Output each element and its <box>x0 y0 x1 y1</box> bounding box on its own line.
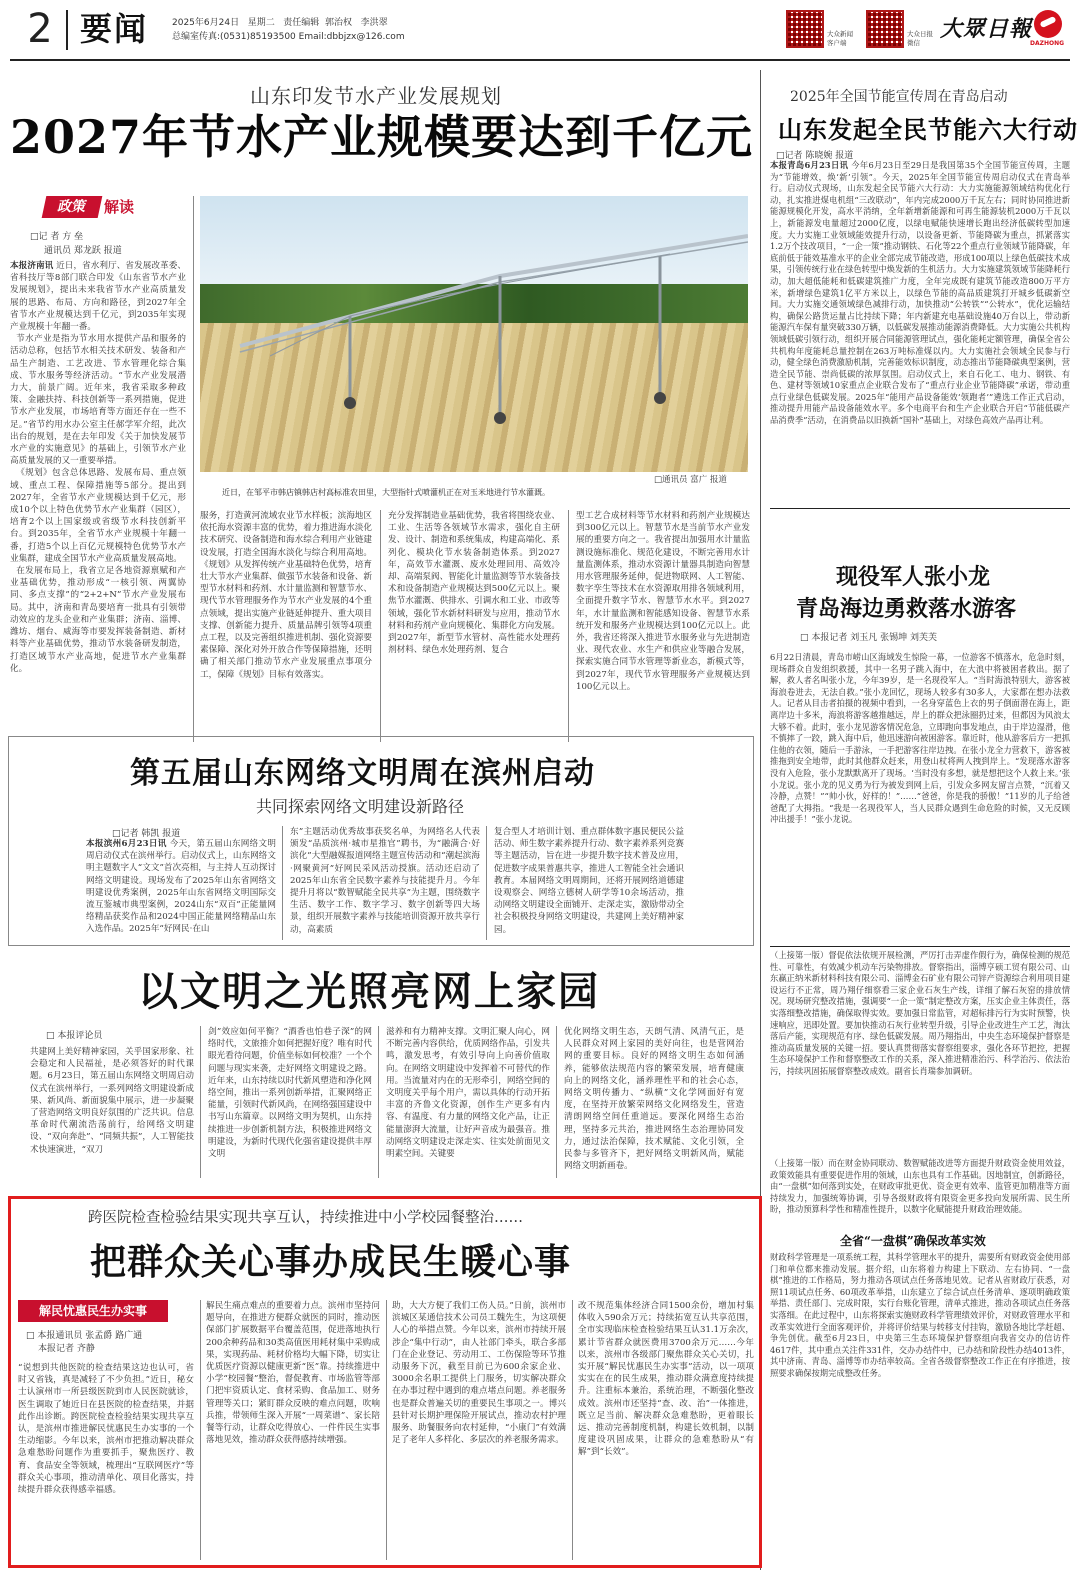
reform-body: 财政科学管理是一项系统工程，其科学管理水平的提升，需要所有财政资金使用部门和单位都来推动发展。据介绍，山东将着力构建上下联动、左右协同、“一盘棋”推进的工作格局，努力推动各项试点任务落地见效。记者从省财政厅获悉，对照11项试点任务、60项改革举措，山东建立了综合试点任务清单、逐项明确政策举措、责任部门、完成时限，实行台账化管理，清单式推进，推动各项试点任务落实落细。在此过程中，山东将探索实施财政科学管理绩效评价，对财政管理水平和改革实效进行全面客观评价，并将评价结果与转移支付挂钩，激励各地比学赶超、争先创优。截至6月23日，中央第三生态环境保护督察组向我省交办的信访件4617件，其中重点关注件331件，交办办结件中，已办结和阶段性办结4013件，其中济南、青岛、淄博等市办结率较高。全省各级督察整改工作正在有序推进，按照要求确保按期完成整改任务。 <box>770 1252 1070 1378</box>
section-title: 要闻 <box>80 10 149 48</box>
lead-col-divider-2 <box>380 510 381 742</box>
logo-emblem-icon <box>1034 10 1062 38</box>
netweek-divider-1 <box>282 826 283 940</box>
lead-column-divider <box>193 196 194 742</box>
netweek-column-2: 东”主题活动优秀故事获奖名单，为网络名人代表颁发“品质滨州·城市星推官”聘书，为“融满合·好滨化”大型融媒报道网络主题宣传活动和“潮起滨海·网聚黄河”好网民采风活动授旗。活动还启动了2025年山东省全民数字素养与技能提升月。今年提升月将以“数智赋能全民共享”为主题，围绕数字生活、数字工作、数字学习、数字创新等四大场景，组织开展数字素养与技能培训资源开放共享行动，高素质 <box>290 827 480 935</box>
page-number: 2 <box>27 6 53 52</box>
editor-name-2: 李洪翠 <box>360 18 388 28</box>
lead-reporter-line-2: 通讯员 郑龙跃 报道 <box>44 246 122 256</box>
feature-headline: 把群众关心事办成民生暖心事 <box>90 1241 572 1283</box>
energy-dateline: 本报青岛6月23日讯 <box>770 160 849 170</box>
lead-column-4: 型工艺合成材料等节水材料和药剂产业规模达到300亿元以上。智慧节水是当前节水产业发展的重要方向之一。我省提出加强用水计量监测设施标准化、规范化建设，不断完善用水计量监测体系，推动水资源计量器具制造向智慧用水管理服务延伸，促进物联网、人工智能、数字孪生等技术在水资源取用排各领域利用，全面提升数字节水、智慧节水水平。到2027年，水计量监测和智能感知设备、智慧节水系统开发和服务产业规模达到100亿元以上。此外，我省还将深入推进节水服务业与先进制造业、现代农业、水生产和供应业等融合发展，探索实施合同节水管理等新业态，新模式等，到2027年，现代节水管理服务产业规模达到100亿元以上。 <box>576 511 750 692</box>
logo-sub-text: DAZHONG <box>1030 40 1065 47</box>
commentary-byline: □ 本报评论员 <box>46 1031 103 1041</box>
irrigation-photo <box>200 196 748 472</box>
lead-reporter <box>30 230 122 258</box>
netweek-col1-text: 今天，第五届山东网络文明周启动仪式在滨州举行。启动仪式上，山东网络文明主题数字人“文文”首次亮相，与主持人互动探讨网络文明建设。现场发布了2025年山东省网络文明建设优秀案例，2025年山东省网络文明国际交流互鉴城市典型案例，2024山东“双百”正能量网络精品获奖作品和2024中国正能量网络精品山东入选作品。2025年“好网民·在山 <box>86 839 276 935</box>
editor-name: 郭治权 <box>325 18 353 28</box>
lead-column-1 <box>10 260 186 740</box>
netweek-column-1 <box>86 838 276 942</box>
lead-para-4: 在发展布局上，我省立足各地资源禀赋和产业基础优势，推动形成“一核引领、两翼协同、多点支撑”的“2+2+N”节水产业发展布局。其中，济南和青岛要培育一批具有引领带动效应的龙头企业和产业集群；济南、淄博、潍坊、烟台、威海等市要发挥装备制造、新材料等产业基础优势，推动节水装备研发制造，打造区域节水产业高地，促进节水产业集群化。 <box>10 566 186 674</box>
qr-code-wechat <box>866 10 904 48</box>
commentary-divider-3 <box>556 1026 557 1178</box>
rescue-byline: □ 本报记者 刘玉凡 张锡坤 刘芙芙 <box>800 633 937 643</box>
netweek-subhead: 共同探索网络文明建设新路径 <box>256 797 465 816</box>
rescue-headline-line-1: 现役军人张小龙 <box>836 564 991 590</box>
energy-headline: 山东发起全民节能六大行动 <box>778 115 1078 144</box>
feature-divider-2 <box>386 1300 387 1560</box>
newspaper-logo: 大眾日報 <box>940 16 1033 42</box>
energy-text: 今年6月23日至29日是我国第35个全国节能宣传周，主题为“节能增效，焕‘新’引领”。今天，2025年全国节能宣传周启动仪式在青岛举行。启动仪式现场，山东发起全民节能六大行动：大力实施能源领域结构优化行动，扎实推进煤电机组“三改联动”，年内完成2000万千瓦左右；同时协同推进新能源规模化开发，高水平消纳，全年新增新能源和可再生能源装机2000万千瓦以上，新能源发电量超过2000亿度，以绿电赋能快速增长跑出经济低碳转型加速度。大力实施工业领域能效提升行动，以设备更新、节能降碳为重点，抓紧落实1.2万个技改项目，“一企一策”推动钢铁、石化等22个重点行业领域节能降碳，年底前低于能效基准水平的企业全部完成节能改造，形成100项以上绿色低碳技术成果，引领传统行业在绿色转型中焕发新的生机活力。大力实施建筑领域节能降耗行动，加大超低能耗和低碳建筑推广力度，全年完成既有建筑节能改造800万平方米，新增绿色建筑1亿平方米以上，以绿色节能的高品质建筑打开城乡低碳新空间。大力实施交通领域绿色减排行动，加快推动“公转铁”“公转水”，优化运输结构，确保公路货运量占比持续下降；年内新建充电基础设施40万台以上，带动新能源汽车保有量突破330万辆，以低碳发展推动能源消费降低。大力实施公共机构领域低碳引领行动，组织开展合同能源管理试点，强化能耗定额管理，确保全省公共机构年度能耗总量控制在263万吨标准煤以内。大力实施社会领域全民参与行动，健全绿色消费激励机制，完善能效标识制度，动态推出节能降碳典型案例，营造全民节能、崇尚低碳的浓厚氛围。启动仪式上，来自石化工、电力、钢铁、有色、建材等领域10家重点企业联合发布了“重点行业企业节能降碳”承诺，带动重点行业绿色低碳发展。2025年“能用产品设备能效‘领跑者’”遴选工作正式启动，推动提升用能产品设备能效水平。多个电商平台和生产企业联合开启“节能低碳产品消费季”活动，在消费品以旧换新“国补”基础上，对绿色高效产品再让利。 <box>770 160 1070 426</box>
feature-column-1: “说想到共他医院的检查结果这边也认可，省时又省钱，真是减轻了不少负担。”近日，秘女士认演州市一所县级医院到市人民医院就诊，医生调取了她近日在县医院的检查结果，并据此作出诊断。跨医院检查检验结果实现共享互认，是滨州市推进解民忧惠民生办实事的一个生动缩影。今年以来，滨州市把推动解决群众急难愁盼问题作为重要抓手，聚焦医疗、教育、食品安全等领域，梳理出“互联网医疗”等群众关心事项，推动清单化、项目化落实，持续提升群众获得感幸福感。 <box>18 1363 194 1496</box>
lead-column-2: 服务，打造黄河流域农业节水样板；滨海地区依托海水资源丰富的优势，着力推进海水淡化技术研究、设备制造和海水综合利用产业链建设发展，打造全国海水淡化与综合利用高地。《规划》从发挥传统产业基础特色优势，培育壮大节水产业集群、做强节水装备和设备、新型节水材料和药剂、水计量监测和智慧节水、现代节水管理服务作为节水产业发展的4个重点领域，提出实施产业链延伸提升、重大项目支撑、创新能力提升、质量品牌引领等4项重点工程，以及完善组织推进机制、强化资源要素保障、深化对外开放合作等保障措施，还明确了相关部门推动节水产业发展重点事项分工，保障《规划》目标有效落实。 <box>200 511 372 680</box>
qr-label-app: 大众新闻 客户端 <box>827 30 853 47</box>
feature-divider-3 <box>572 1300 573 1560</box>
masthead-rule <box>10 59 1070 61</box>
continuation-1-body: （上接第一版）督促依法依规开展检测，严厉打击弄虚作假行为，确保检测的规范性、可靠性，有效减少机动车污染物排放。督察指出，淄博亨硕工贸有限公司、山东赢正纳米新材料科技有限公司、淄博金石矿业有限公司锌产资源综合利用项目建设运行不正常，周乃翔仔细察看三家企业石灰生产线，详细了解石灰窑的排放情况。现场研究整改措施，强调要“一企一策”制定整改方案，压实企业主体责任，落实落细整改措施，确保取得实效。要加强日常监管，对超标排污行为实时预警，快速响应，迅即处置。要加快推动石灰行业转型升级，引导企业改进生产工艺，淘汰落后产能，实现规范有序、绿色低碳发展。周乃翔指出，中央生态环境保护督察是推动高质量发展的关键一招。要认真贯彻落实督察组要求，强化各环节把控，把握生态环境保护工作和督察整改工作的关系，深入推进精准治污、科学治污、依法治污，持续巩固拓展督察整改成效。副省长肖瑞参加调研。 <box>770 950 1070 1076</box>
lead-headline: 2027年节水产业规模要达到千亿元 <box>10 110 754 164</box>
feature-reporters <box>26 1330 142 1356</box>
energy-kicker: 2025年全国节能宣传周在青岛启动 <box>790 89 1008 105</box>
commentary-column-2: 剑”效应如何平衡？“酒香也怕巷子深”的网络时代，文旅推介如何把握好度？唯有时代眼光看待问题，价值坐标如何校准？一个个问题与现实来袭，走好网络文明建设之路。近年来，山东持续以时代新风塑造和净化网络空间，推出一系列创新举措，汇聚网络正能量，引领时代新风尚，在网络强国建设中书写山东篇章。以网络文明为契机，山东持续推进一步创新机制方法，积极推进网络文明建设，为新时代现代化强省建设提供丰厚文明 <box>208 1027 372 1160</box>
lead-para-2: 节水产业是指为节水用水提供产品和服务的活动总称，包括节水相关技术研发、装备和产品生产制造、工艺改进、节水管理化综合集成、节水服务等经济活动。“节水产业发展潜力大，前景广阔。近年来，我省采取多种政策、金融扶持、科技创新等一系列措施，促进节水产业发展，市场培育等方面还存在一些不足。”省节约用水办公室主任郝学军介绍，此次出台的规划，是在去年印发《关于加快发展节水产业的实施意见》的基础上，引领节水产业高质量发展的又一重要举措。 <box>10 334 186 467</box>
feature-divider-1 <box>200 1300 201 1560</box>
photo-credit: □通讯员 富广 报道 <box>654 475 727 485</box>
page-number-divider <box>66 10 68 50</box>
rescue-bottom-rule <box>770 946 1070 947</box>
qr-label-wechat: 大众日报 微信 <box>907 30 933 47</box>
netweek-column-3: 复合型人才培训计划、重点群体数字惠民便民公益活动、师生数字素养提升行动、数字素养系列竞赛等主题活动，旨在进一步提升数字技术普及应用，促进数字成果普惠共享，推进人工智能全社会通识教育。本届网络文明周期间，还将开展网络道德建设观察会、网络立德树人研学等10余场活动，推动网络文明建设全面铺开、走深走实，激励带动全社会积极投身网络文明建设，共建网上美好精神家园。 <box>494 827 684 935</box>
lead-dateline: 本报济南讯 <box>10 261 54 271</box>
feature-reporter-line-2: 本报记者 齐静 <box>38 1344 95 1354</box>
netweek-headline: 第五届山东网络文明周在滨州启动 <box>130 756 595 791</box>
commentary-divider-2 <box>378 1026 379 1178</box>
netweek-dateline: 本报滨州6月23日讯 <box>86 839 167 849</box>
commentary-column-3: 滋养和有力精神支撑。文明汇聚人向心，网不断完善内容供给，优质网络作品，引发共鸣，激发思考，有效引导向上向善价值取向。在网络文明建设中发挥着不可替代的作用。当流量对内在的无形牵引，网络空间的文明度关乎每个用户，需以具体的行动开拓丰富的齐鲁文化资源，创作生产更多有内容、有温度、有力量的网络文化产品，让正能量澎湃大流量，让好声音成为最强音。推动网络文明建设走深走实、往实处前面见文明素空间。关键要 <box>386 1027 550 1160</box>
commentary-column-4: 优化网络文明生态，天朗气清、风清气正，是人民群众对网上家园的美好向往，也是营网治网的重要目标。良好的网络文明生态如何涵养，能够依法规范内容的繁荣发展，培育健康向上的网络文化，涵养理性平和的社会心态，网络文明传播力、“纵横”文化学网面好有宽度，在坚持开放繁荣网络文化网络发生，营造清朗网络空间任重道远。要深化网络生态治理，坚持多元共治，推进网络生态治理协同发力，通过法治保障，技术赋能、文化引领，全民参与多管齐下，把好网络文明新风尚，赋能网络文明新画卷。 <box>564 1027 744 1172</box>
feature-reporter-line-1: □ 本报通讯员 张孟爵 路广通 <box>26 1331 143 1341</box>
policy-tag <box>44 196 152 218</box>
lead-column-3: 充分发挥制造业基础优势，我省将围绕农业、工业、生活等各领域节水需求，强化自主研发、设计、制造和系统集成，构建高端化、系列化、模块化节水装备制造体系。到2027年，高效节水灌溉、废水处理回用、高效冷却、高端泵阀、智能化计量监测等节水装备技术和设备制造产业规模达到500亿元以上。聚焦节水灌溉、供排水、引调水和工业、市政等领域，强化节水新材料研发与应用，推动节水材料和药剂产业向规模化、集群化方向发展。到2027年，新型节水管材、高性能水处理药剂材料、绿色水处理药剂、复合 <box>388 511 560 656</box>
lead-reporter-line-1: □记 者 方 垒 <box>30 232 84 242</box>
lead-para-1: 近日，省水利厅、省发展改革委、省科技厅等8部门联合印发《山东省节水产业发展规划》，提出未来我省节水产业高质量发展的思路、布局、方向和路径，到2027年全省节水产业规模达到千亿元，到2035年实现产业规模十年翻一番。 <box>10 261 186 333</box>
feature-column-4: 改不规范集体经济合同1500余份，增加村集体收入590余万元；持续拓宽互认共享范围，全市实现临床检查检验结果互认31.1万余次，累计节省群众就医费用3700余万元……今年以来，滨州市各级部门聚焦群众关心关切，扎实开展“解民忧惠民生办实事”活动，以一项项实实在在的民生成果，推动群众满意度持续提升。注重标本兼治，系统治理，不断强化整改成效。滨州市还坚持“查、改、治”一体推进，既立足当前、解决群众急难愁盼，更着眼长远、推动完善制度机制，构建长效机制，以制度建设巩固成果，让群众的急难愁盼从“有解”到“长效”。 <box>578 1301 754 1458</box>
commentary-column-1: 共建网上美好精神家园，关乎国家形象、社会稳定和人民福祉，是必须答好的时代课题。6月23日，第五届山东网络文明周启动仪式在滨州举行，一系列网络文明建设新成果、新风尚、新面貌集中展示，进一步凝聚了营造网络文明良好氛围的广泛共识。信息革命时代潮流浩荡前行，给网络文明建设、“双向奔赴”、“同频共振”，人工智能技术快速演进，“双刀 <box>30 1047 194 1155</box>
interpretation-tag-label: 解读 <box>104 198 135 216</box>
issue-date: 2025年6月24日 <box>172 18 240 28</box>
energy-body <box>770 160 1070 486</box>
lead-para-3: 《规划》包含总体思路、发展布局、重点领域、重点工程、保障措施等5部分。提出到2027年，全省节水产业规模达到千亿元，形成10个以上特色优势节水产业集群（园区），培育2个以上国家级或省级节水科技创新平台。到2035年，全省节水产业规模十年翻一番，打造5个以上百亿元规模特色优势节水产业集群，建成全国节水产业高质量发展高地。 <box>10 468 186 564</box>
lead-col-divider-3 <box>568 510 569 742</box>
rescue-headline-line-2: 青岛海边勇救落水游客 <box>796 596 1017 622</box>
masthead <box>0 0 1080 62</box>
commentary-divider-1 <box>200 1026 201 1178</box>
issue-weekday: 星期二 <box>247 18 275 28</box>
commentary-headline: 以文明之光照亮网上家园 <box>138 968 600 1015</box>
reform-headline: 全省“一盘棋”确保改革实效 <box>840 1234 986 1248</box>
feature-column-2: 解民生痛点难点的重要着力点。滨州市坚持问题导向，在推进方便群众就医的同时，推动医保部门扩展数据平台覆盖范围，促进落地执行200余种药品和30类高值医用耗材集中采购成果，实现药品、耗材价格均大幅下降，切实让优质医疗资源以健康更新“医”靠。持续推进中小学“校园餐”整治，督促教育、市场监管等部门把牢资质认定、食材采购、食品加工、财务管理等关口；紧盯群众反映的难点问题，吹响兵推，带领师生深入开展“一周菜谱”、家长陪餐等行动，让群众吃得放心、一件件民生实事落地见效，推动群众获得感持续增强。 <box>206 1301 380 1446</box>
qr-code-app <box>786 10 824 48</box>
continuation-2-body: （上接第一版）而在财金协同联动、数智赋能改进等方面提升财政资金使用效益，政策效能具有重要促进作用的领域，山东也具有工作基础。因地制宜，创新路径，由“一盘棋”如何落到实处，在财政审批更优、资金更有效率、监管更加精准等方面持续发力，加强统筹协调，引导各级财政将有限资金更多投向发展所需、民生所盼，推动预算科学性和精准性提升，以数字化赋能提升财政治理效能。 <box>770 1158 1070 1215</box>
rescue-body: 6月22日清晨，青岛市崂山区海域发生惊险一幕，一位游客不慎落水，危急时刻，现场群众自发组织救援，其中一名男子跳入海中，在大浪中将被困者救出。据了解，救人者名叫张小龙，今年39岁，是一名现役军人。“当时海浪特别大，游客被海浪卷进去，无法自救。”张小龙回忆，现场人较多有30多人，大家都在想办法救人。记者从目击者拍摄的视频中看到，一名身穿蓝色上衣的男子倒面潜在海上，距离岸边十多米，海浪将游客越推越远，岸上的群众把泳圈扔过来，但都因为风浪太大够不着。此时，张小龙见游客情况危急，立即跑向事发地点，由于岸边湿滑，他不慎摔了一跤，跳入海中后，他迅速游向被困游客。靠近时，他从游客后方一把抓住他的衣领，随后一手游泳，一手把游客往岸边拽。在张小龙全力营救下，游客被推拖到安全地带，此时其他群众赶来，用登山杖将两人拽到岸上。“发现落水游客没有入危险，张小龙默默离开了现场。‘当时没有多想，就是想把这个人救上来。’张小龙说。张小龙的见义勇为行为被发到网上后，引发众多网友留言点赞，“沉着又冷静，点赞！”“帅小伙，好样的！”……“爸爸，你是我的骄傲！”11岁的儿子给爸爸配了大拇指。“我是一名现役军人，当人民群众遇到生命危险的时候，又无反顾冲出援手！”张小龙说。 <box>770 652 1070 825</box>
photo-caption: 近日，在邹平市韩店镇韩店村高标准农田里，大型指针式喷灌机正在对玉米地进行节水灌溉。 <box>222 488 550 497</box>
feature-tag: 解民忧惠民生办实事 <box>18 1300 168 1322</box>
energy-byline: □记者 陈晓婉 报道 <box>776 151 854 161</box>
policy-tag-label: 政策 <box>42 196 103 218</box>
netweek-byline: □记者 韩凯 报道 <box>112 829 181 839</box>
feature-kicker: 跨医院检查检验结果实现共享互认，持续推进中小学校园餐整治…… <box>88 1210 523 1226</box>
lead-kicker: 山东印发节水产业发展规划 <box>250 84 502 108</box>
energy-bottom-rule <box>770 508 1070 509</box>
fax-email-line: 总编室传真:(0531)85193500 Email:dbbjzx@126.com <box>172 32 405 42</box>
feature-column-3: 助，大大方便了我们工伤人员。”日前，滨州市滨城区某通信技术公司员工魏先生，为这项便人心的举措点赞。今年以来，滨州市持续开展涉企“集中行动”，由人社部门牵头，联合多部门在企业登记、劳动用工、工伤保险等环节推动服务下沉，截至目前已为600余家企业、3000余名职工提供上门服务，切实解决群众在办事过程中遇到的难点堵点问题。养老服务也是群众普遍关切的重要民生事项之一。博兴县针对长期护理保险开展试点，推动农村护理服务、助餐服务向农村延伸，“小康门”有效满足了老年人多样化、多层次的养老服务需求。 <box>392 1301 566 1446</box>
masthead-info <box>172 16 405 44</box>
editor-label: 责任编辑 <box>283 18 320 28</box>
netweek-divider-2 <box>486 826 487 940</box>
